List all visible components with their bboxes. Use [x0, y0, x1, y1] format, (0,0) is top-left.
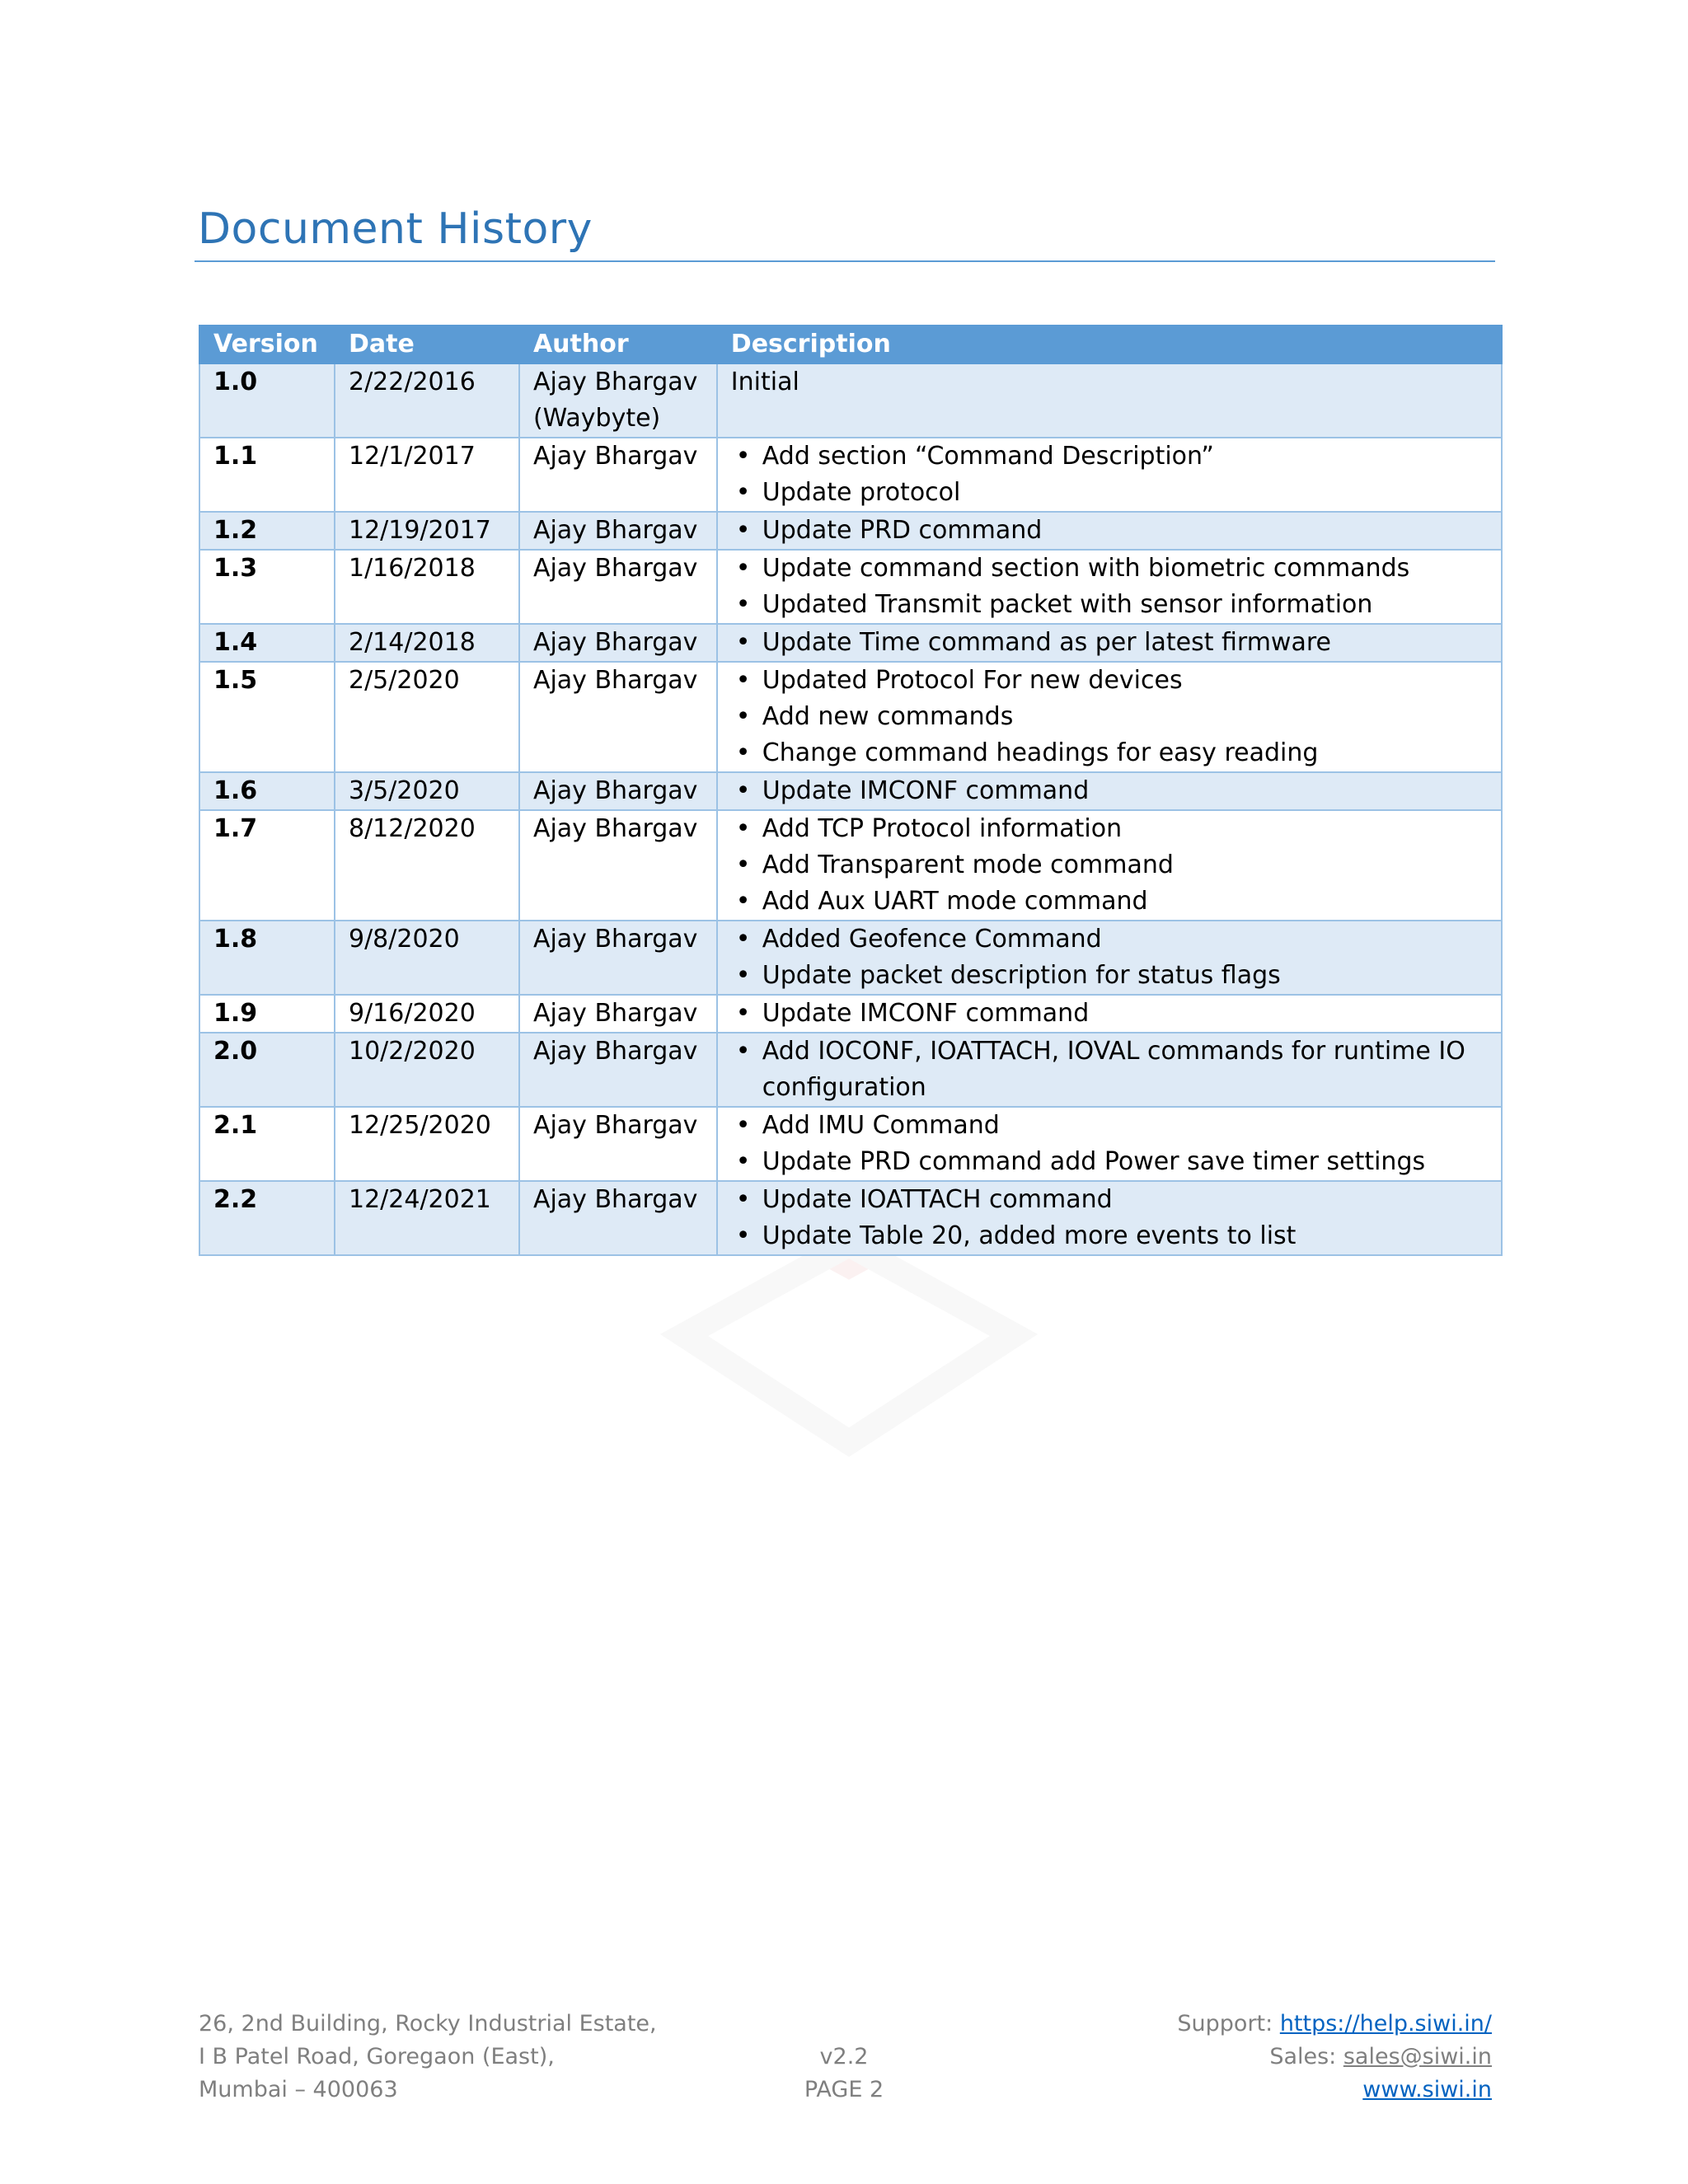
description-item: • Update packet description for status flags	[731, 958, 1488, 994]
description-cell	[717, 438, 1502, 512]
description-cell	[717, 550, 1502, 624]
author-cell: Ajay Bhargav	[519, 995, 717, 1033]
address-line: Mumbai – 400063	[199, 2077, 398, 2102]
description-list	[731, 921, 1488, 994]
version-cell: 1.0	[199, 363, 335, 438]
website-link[interactable]: www.siwi.in	[1362, 2077, 1492, 2102]
table-row	[199, 512, 1502, 550]
sales-line	[1177, 2041, 1492, 2074]
description-item: • Change command headings for easy reading	[731, 735, 1488, 771]
page-title: Document History	[198, 204, 593, 254]
date-cell: 9/16/2020	[335, 995, 519, 1033]
version-cell: 1.7	[199, 810, 335, 921]
description-item: • Update PRD command	[731, 513, 1488, 549]
version-cell: 1.2	[199, 512, 335, 550]
date-cell: 2/5/2020	[335, 662, 519, 772]
description-list	[731, 513, 1488, 549]
version-cell: 1.3	[199, 550, 335, 624]
description-cell	[717, 995, 1502, 1033]
description-cell	[717, 772, 1502, 810]
version-cell: 2.2	[199, 1181, 335, 1255]
document-history-table	[199, 325, 1503, 1256]
date-cell: 12/24/2021	[335, 1181, 519, 1255]
date-cell: 1/16/2018	[335, 550, 519, 624]
author-cell: Ajay Bhargav	[519, 921, 717, 995]
support-line	[1177, 2008, 1492, 2041]
table-row	[199, 921, 1502, 995]
description-item: • Updated Protocol For new devices	[731, 663, 1488, 699]
description-list	[731, 1033, 1488, 1106]
description-list	[731, 773, 1488, 809]
description-cell	[717, 810, 1502, 921]
footer-contact	[1177, 2008, 1492, 2107]
sales-label: Sales:	[1269, 2044, 1343, 2069]
description-list	[731, 1108, 1488, 1180]
description-list	[731, 438, 1488, 511]
date-cell: 9/8/2020	[335, 921, 519, 995]
version-cell: 1.6	[199, 772, 335, 810]
author-cell: Ajay Bhargav (Waybyte)	[519, 363, 717, 438]
author-cell: Ajay Bhargav	[519, 1033, 717, 1107]
version-cell: 1.9	[199, 995, 335, 1033]
description-item: • Add IOCONF, IOATTACH, IOVAL commands for runtime IO configuration	[731, 1033, 1488, 1106]
description-item: • Add Aux UART mode command	[731, 883, 1488, 920]
description-cell	[717, 363, 1502, 438]
author-cell: Ajay Bhargav	[519, 810, 717, 921]
description-text: Initial	[730, 368, 799, 396]
description-item: • Updated Transmit packet with sensor information	[731, 587, 1488, 623]
title-underline	[195, 260, 1495, 262]
address-line: I B Patel Road, Goregaon (East),	[199, 2044, 555, 2069]
version-cell: 1.8	[199, 921, 335, 995]
version-cell: 1.1	[199, 438, 335, 512]
description-cell	[717, 1033, 1502, 1107]
table-row	[199, 1107, 1502, 1181]
header-version: Version	[199, 326, 335, 363]
description-item: • Add section “Command Description”	[731, 438, 1488, 475]
date-cell: 2/14/2018	[335, 624, 519, 662]
date-cell: 12/1/2017	[335, 438, 519, 512]
table-header-row	[199, 326, 1502, 363]
description-item: • Added Geofence Command	[731, 921, 1488, 958]
table-row	[199, 995, 1502, 1033]
description-item: • Update command section with biometric commands	[731, 551, 1488, 587]
description-item: • Update IOATTACH command	[731, 1182, 1488, 1218]
description-item: • Update PRD command add Power save timer settings	[731, 1144, 1488, 1180]
table-row	[199, 438, 1502, 512]
description-list	[731, 551, 1488, 623]
description-cell	[717, 1107, 1502, 1181]
page-number: PAGE 2	[804, 2077, 884, 2102]
author-cell: Ajay Bhargav	[519, 550, 717, 624]
description-item: • Update IMCONF command	[731, 996, 1488, 1032]
table-row	[199, 363, 1502, 438]
description-item: • Add new commands	[731, 699, 1488, 735]
date-cell: 2/22/2016	[335, 363, 519, 438]
header-description: Description	[717, 326, 1502, 363]
description-item: • Add IMU Command	[731, 1108, 1488, 1144]
author-cell: Ajay Bhargav	[519, 772, 717, 810]
date-cell: 10/2/2020	[335, 1033, 519, 1107]
version-cell: 2.1	[199, 1107, 335, 1181]
table-row	[199, 624, 1502, 662]
description-cell	[717, 1181, 1502, 1255]
author-cell: Ajay Bhargav	[519, 512, 717, 550]
author-cell: Ajay Bhargav	[519, 624, 717, 662]
author-cell: Ajay Bhargav	[519, 662, 717, 772]
support-label: Support:	[1177, 2011, 1280, 2036]
description-list	[731, 625, 1488, 661]
date-cell: 12/19/2017	[335, 512, 519, 550]
author-cell: Ajay Bhargav	[519, 1107, 717, 1181]
description-list	[731, 663, 1488, 771]
description-cell	[717, 624, 1502, 662]
sales-email-link[interactable]: sales@siwi.in	[1343, 2044, 1492, 2069]
table-row	[199, 550, 1502, 624]
date-cell: 12/25/2020	[335, 1107, 519, 1181]
description-cell	[717, 921, 1502, 995]
version-cell: 1.5	[199, 662, 335, 772]
description-item: • Add TCP Protocol information	[731, 811, 1488, 847]
header-date: Date	[335, 326, 519, 363]
description-item: • Update protocol	[731, 475, 1488, 511]
header-author: Author	[519, 326, 717, 363]
table-row	[199, 772, 1502, 810]
address-line: 26, 2nd Building, Rocky Industrial Estate,	[199, 2011, 657, 2036]
table-row	[199, 662, 1502, 772]
description-cell	[717, 662, 1502, 772]
author-cell: Ajay Bhargav	[519, 438, 717, 512]
table-body	[199, 363, 1502, 1255]
doc-version: v2.2	[819, 2044, 869, 2069]
description-item: • Update Table 20, added more events to list	[731, 1218, 1488, 1254]
support-link[interactable]: https://help.siwi.in/	[1279, 2011, 1492, 2036]
description-item: • Add Transparent mode command	[731, 847, 1488, 883]
version-cell: 2.0	[199, 1033, 335, 1107]
description-item: • Update IMCONF command	[731, 773, 1488, 809]
table-row	[199, 1033, 1502, 1107]
date-cell: 3/5/2020	[335, 772, 519, 810]
description-list	[731, 996, 1488, 1032]
version-cell: 1.4	[199, 624, 335, 662]
website-line	[1177, 2074, 1492, 2107]
table-row	[199, 1181, 1502, 1255]
description-list	[731, 1182, 1488, 1254]
description-cell	[717, 512, 1502, 550]
table-row	[199, 810, 1502, 921]
author-cell: Ajay Bhargav	[519, 1181, 717, 1255]
description-item: • Update Time command as per latest firmware	[731, 625, 1488, 661]
date-cell: 8/12/2020	[335, 810, 519, 921]
description-list	[731, 811, 1488, 920]
